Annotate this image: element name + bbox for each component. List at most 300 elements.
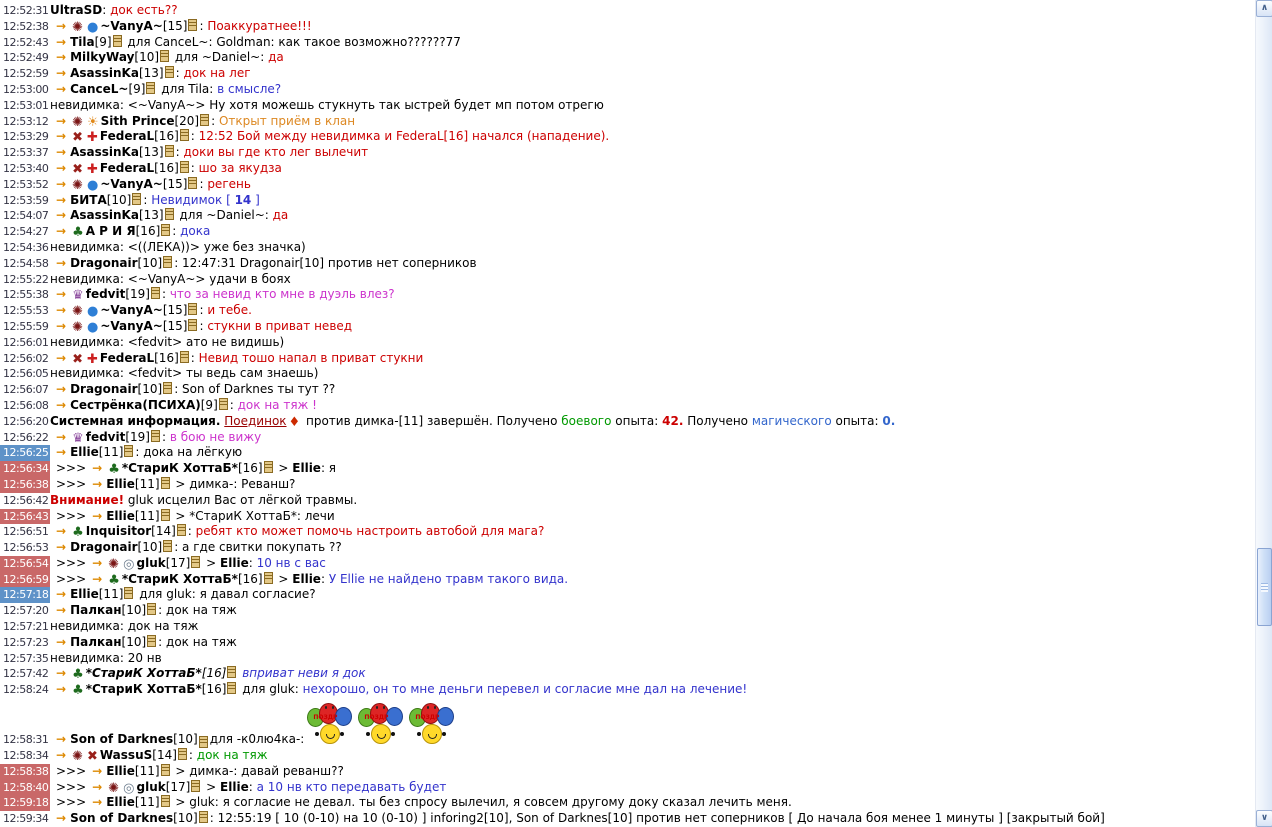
balloon-part <box>315 732 319 736</box>
message-text: 12:55:19 [ 10 (0-10) на 10 (0-10) ] inforing2[10], Son of Darknes[10] против нет соперников [ До начала боя менее 1 минуты ] [закрытый бой] <box>213 811 1105 826</box>
cross-icon: ✚ <box>86 351 98 367</box>
globe-icon: ● <box>86 19 99 35</box>
info-icon[interactable] <box>219 398 228 410</box>
message-text: > димка-: давай реванш?? <box>171 763 344 778</box>
timestamp: 12:57:21 <box>3 620 49 634</box>
balloon-part <box>366 732 370 736</box>
message-text: [13] <box>138 145 164 160</box>
timestamp: 12:56:43 <box>0 509 50 525</box>
timestamp: 12:53:01 <box>3 98 49 112</box>
message-text: что за невид кто мне в дуэль влез? <box>166 287 395 302</box>
chat-line <box>0 603 1255 619</box>
arrow-icon: → <box>92 461 103 476</box>
chat-line <box>0 161 1255 177</box>
arrow-icon: → <box>56 445 67 460</box>
chat-line <box>0 335 1255 351</box>
message-text: 14 <box>234 192 252 207</box>
message-text: невидимка: <~VanyA~> Ну хотя можешь стукнуть так ыстрей будет мп потом отрегю <box>50 97 604 112</box>
chat-line <box>0 319 1255 335</box>
arrow-icon: → <box>56 811 67 826</box>
message-text: [16] <box>154 350 179 365</box>
message-text: для gluk: <box>238 682 299 697</box>
message-text: док на лег <box>179 66 251 81</box>
nickname[interactable]: AsassinKa <box>70 145 139 160</box>
info-icon[interactable] <box>227 666 236 678</box>
info-icon[interactable] <box>165 208 174 220</box>
reply-prefix: >>> <box>56 763 87 778</box>
spider-icon: ✺ <box>72 319 83 335</box>
message-text: > <box>274 571 293 586</box>
spider-icon: ✺ <box>108 556 120 572</box>
reply-prefix: >>> <box>56 779 87 794</box>
chat-line <box>0 82 1255 98</box>
message-text: : <box>158 634 163 649</box>
info-icon[interactable] <box>124 587 133 599</box>
message-text: Внимание! <box>50 492 125 507</box>
nickname[interactable]: fedvit <box>85 287 126 302</box>
info-icon[interactable] <box>180 351 189 363</box>
message-text: невидимка: <~VanyA~> удачи в боях <box>50 271 291 286</box>
timestamp: 12:56:07 <box>3 383 49 397</box>
reply-prefix: >>> <box>56 571 87 586</box>
message-text: [10] <box>134 50 160 65</box>
nickname[interactable]: Ellie <box>292 461 321 476</box>
chat-line <box>0 666 1255 682</box>
nickname[interactable]: FederaL <box>99 129 155 144</box>
message-text: для Tila: <box>157 81 214 96</box>
nickname[interactable]: Son of Darknes <box>70 732 174 747</box>
message-text: для gluk: <box>135 587 196 602</box>
message-text: [14] <box>151 524 176 539</box>
timestamp: 12:56:59 <box>0 572 50 588</box>
message-text: Goldman: как такое возможно??????77 <box>212 34 461 49</box>
timestamp: 12:55:22 <box>3 272 49 286</box>
reply-prefix: >>> <box>56 476 87 491</box>
arrow-icon: → <box>92 555 103 570</box>
message-text: > <box>202 779 221 794</box>
message-text: : <box>161 287 167 302</box>
nickname[interactable]: FederaL <box>99 350 155 365</box>
nickname[interactable]: Ellie <box>70 445 99 460</box>
chat-line <box>0 382 1255 398</box>
info-icon[interactable] <box>161 477 170 489</box>
timestamp: 12:56:20 <box>3 414 49 428</box>
info-icon[interactable] <box>188 177 197 189</box>
nickname[interactable]: Dragonair <box>70 540 138 555</box>
timestamp: 12:57:23 <box>3 635 49 649</box>
balloon-part <box>391 732 395 736</box>
timestamp: 12:56:25 <box>0 445 50 461</box>
message-text: [11] <box>98 587 124 602</box>
nickname[interactable]: БИТА <box>70 192 107 207</box>
message-text: для CanceL~: <box>123 34 213 49</box>
message-text: [10] <box>173 732 198 747</box>
info-icon[interactable] <box>188 303 197 315</box>
chat-line <box>0 272 1255 288</box>
nickname[interactable]: *СтариК ХоттаБ* <box>85 666 202 681</box>
balloons-smiley-icon <box>409 700 455 744</box>
chat-line <box>0 682 1255 698</box>
chat-line <box>0 795 1255 811</box>
scrollbar-thumb[interactable] <box>1257 548 1272 626</box>
nickname[interactable]: WassuS <box>99 748 153 763</box>
chat-line <box>0 414 1255 430</box>
nickname[interactable]: Ellie <box>106 795 135 810</box>
message-text: У Ellie не найдено травм такого вида. <box>325 571 569 586</box>
nickname[interactable]: Ellie <box>106 508 135 523</box>
arrow-icon: → <box>56 224 67 239</box>
timestamp: 12:53:37 <box>3 146 49 160</box>
nickname[interactable]: AsassinKa <box>70 208 139 223</box>
message-text: > димка-: Реванш? <box>171 476 296 491</box>
info-icon[interactable] <box>161 795 170 807</box>
ring-icon: ◎ <box>123 556 135 572</box>
arrow-icon: → <box>56 603 67 618</box>
timestamp: 12:56:01 <box>3 335 49 349</box>
nickname[interactable]: ~VanyA~ <box>100 318 163 333</box>
timestamp: 12:53:29 <box>3 130 49 144</box>
tree-icon: ♣ <box>72 683 84 699</box>
message-text: дока на лёгкую <box>139 445 243 460</box>
chat-line <box>0 145 1255 161</box>
arrow-icon: → <box>92 476 103 491</box>
message-text: для ~Daniel~: <box>171 50 265 65</box>
nickname[interactable]: Ellie <box>292 571 321 586</box>
arrow-icon: → <box>56 732 67 747</box>
tree-icon: ♣ <box>72 525 84 541</box>
timestamp: 12:52:31 <box>3 4 49 17</box>
nickname[interactable]: Ellie <box>106 763 135 778</box>
chat-line <box>0 461 1255 477</box>
message-text: 10 нв с вас <box>252 555 326 570</box>
reply-prefix: >>> <box>56 795 87 810</box>
spider-icon: ✺ <box>72 304 83 320</box>
message-text: шо за якудза <box>194 160 282 175</box>
message-text: [15] <box>162 303 188 318</box>
message-text: : <box>174 255 179 270</box>
arrow-icon: → <box>56 176 67 191</box>
message-text: [13] <box>138 208 164 223</box>
message-text: > *СтариК ХоттаБ*: лечи <box>171 508 335 523</box>
info-icon[interactable] <box>199 811 208 823</box>
timestamp: 12:56:34 <box>0 461 50 477</box>
timestamp: 12:53:00 <box>3 82 49 96</box>
chat-line <box>0 445 1255 461</box>
arrow-icon: → <box>56 66 67 81</box>
timestamp: 12:53:40 <box>3 161 49 175</box>
nickname[interactable]: Inquisitor <box>85 524 152 539</box>
nickname[interactable]: *СтариК ХоттаБ* <box>85 682 202 697</box>
message-text: невидимка: док на тяж <box>50 619 199 634</box>
chat-line <box>0 540 1255 556</box>
info-icon[interactable] <box>200 114 209 126</box>
cross-icon: ✚ <box>86 130 98 146</box>
arrow-icon: → <box>56 682 67 697</box>
info-icon[interactable] <box>113 35 122 47</box>
message-text: дока <box>176 224 211 239</box>
info-icon[interactable] <box>160 50 169 62</box>
info-icon[interactable] <box>180 161 189 173</box>
message-text: [20] <box>174 113 200 128</box>
timestamp: 12:58:38 <box>0 764 50 780</box>
message-text: [16] <box>154 129 179 144</box>
message-text: : <box>158 603 163 618</box>
message-text: для -к0лю4ка-: <box>209 732 305 747</box>
info-icon[interactable] <box>146 82 155 94</box>
info-icon[interactable] <box>188 19 197 31</box>
chat-line <box>0 98 1255 114</box>
arrow-icon: → <box>92 795 103 810</box>
message-text: [16] <box>237 571 263 586</box>
info-icon[interactable] <box>132 193 141 205</box>
arrow-icon: → <box>56 255 67 270</box>
timestamp: 12:56:51 <box>3 525 49 539</box>
reply-prefix: >>> <box>56 508 87 523</box>
timestamp: 12:53:52 <box>3 177 49 191</box>
balloon-part <box>340 732 344 736</box>
ring-icon: ◎ <box>123 780 135 796</box>
chat-line <box>0 764 1255 780</box>
timestamp: 12:57:42 <box>3 667 49 681</box>
nickname[interactable]: Dragonair <box>70 255 138 270</box>
message-text: : <box>175 66 180 81</box>
info-icon[interactable] <box>161 764 170 776</box>
message-text: [10] <box>106 192 132 207</box>
spider-icon: ✺ <box>72 749 83 765</box>
arrow-icon: → <box>56 81 67 96</box>
nickname[interactable]: Dragonair <box>70 382 138 397</box>
message-text: боевого <box>561 413 612 428</box>
message-text: невидимка: <fedvit> ато не видишь) <box>50 334 285 349</box>
message-text: 12:47:31 Dragonair[10] против нет соперников <box>178 255 477 270</box>
message-text: 0. <box>882 413 896 428</box>
message-text: [17] <box>165 555 191 570</box>
flame-icon: ♦ <box>288 414 301 430</box>
info-icon[interactable] <box>178 748 187 760</box>
message-text: : <box>175 145 180 160</box>
message-text: : <box>174 540 179 555</box>
arrow-icon: → <box>56 287 67 302</box>
info-icon[interactable] <box>151 430 160 442</box>
balloon-part <box>442 732 446 736</box>
chat-line <box>0 129 1255 145</box>
info-icon[interactable] <box>227 682 236 694</box>
chat-line <box>0 256 1255 272</box>
timestamp: 12:56:22 <box>3 430 49 444</box>
timestamp: 12:56:42 <box>3 493 49 507</box>
balloon-part <box>437 707 454 726</box>
nickname[interactable]: Палкан <box>70 634 122 649</box>
message-text: опыта: <box>611 413 663 428</box>
arrow-icon: → <box>56 587 67 602</box>
message-text: 42. <box>662 413 684 428</box>
message-text: [10] <box>137 255 163 270</box>
message-text: Открыт приём в клан <box>215 113 356 128</box>
nickname[interactable]: *СтариК ХоттаБ* <box>121 571 238 586</box>
message-text: [11] <box>98 445 124 460</box>
balloons-smiley-icon <box>307 700 353 744</box>
info-icon[interactable] <box>163 540 172 552</box>
message-text: док на тяж <box>192 748 268 763</box>
nickname[interactable]: Ellie <box>220 779 249 794</box>
timestamp: 12:59:34 <box>3 812 49 826</box>
nickname[interactable]: MilkyWay <box>70 50 135 65</box>
arrow-icon: → <box>56 192 67 207</box>
info-icon[interactable] <box>188 319 197 331</box>
crown-icon: ♛ <box>72 288 84 304</box>
info-icon[interactable] <box>124 445 133 457</box>
message-text: [19] <box>125 429 150 444</box>
xflag-icon: ✖ <box>72 130 83 146</box>
message-text: [16] <box>154 160 179 175</box>
arrow-icon: → <box>56 748 67 763</box>
message-text: : <box>199 176 204 191</box>
balloon-part <box>417 732 421 736</box>
message-text: [16] <box>135 224 161 239</box>
info-icon[interactable] <box>191 556 200 568</box>
arrow-icon: → <box>56 524 67 539</box>
nickname[interactable]: ~VanyA~ <box>100 18 163 33</box>
duel-link[interactable]: Поединок <box>224 413 287 428</box>
arrow-icon: → <box>56 350 67 365</box>
spider-icon: ✺ <box>72 19 83 35</box>
info-icon[interactable] <box>163 382 172 394</box>
arrow-icon: → <box>56 113 67 128</box>
timestamp: 12:55:38 <box>3 288 49 302</box>
tree-icon: ♣ <box>72 225 84 241</box>
scroll-down-button[interactable] <box>1256 810 1272 827</box>
xflag-icon: ✖ <box>72 161 83 177</box>
nickname[interactable]: Tila <box>70 34 95 49</box>
info-icon[interactable] <box>161 509 170 521</box>
timestamp: 12:56:02 <box>3 351 49 365</box>
nickname[interactable]: AsassinKa <box>70 66 139 81</box>
message-text: > <box>202 555 221 570</box>
nickname[interactable]: Палкан <box>70 603 122 618</box>
message-text: 12:52 Бой между невидимка и FederaL[16] начался (нападение). <box>194 129 610 144</box>
arrow-icon: → <box>56 129 67 144</box>
nickname[interactable]: *СтариК ХоттаБ* <box>121 461 238 476</box>
reply-prefix: >>> <box>56 461 87 476</box>
message-text: стукни в приват невед <box>203 318 353 333</box>
message-text: [9] <box>94 34 112 49</box>
arrow-icon: → <box>56 208 67 223</box>
cross-icon: ✚ <box>86 161 98 177</box>
info-icon[interactable] <box>151 287 160 299</box>
message-text: а 10 нв кто передавать будет <box>252 779 447 794</box>
info-icon[interactable] <box>177 524 186 536</box>
info-icon[interactable] <box>199 736 208 748</box>
chat-line <box>0 193 1255 209</box>
chevron-down-icon: ∨ <box>1260 813 1269 823</box>
timestamp: 12:57:35 <box>3 651 49 665</box>
nickname[interactable]: ~VanyA~ <box>100 303 163 318</box>
nickname[interactable]: gluk <box>136 779 166 794</box>
nickname[interactable]: Son of Darknes <box>70 811 174 826</box>
message-text: Системная информация. <box>50 413 221 428</box>
nickname[interactable]: Ellie <box>220 555 249 570</box>
arrow-icon: → <box>56 50 67 65</box>
globe-icon: ● <box>86 319 99 335</box>
nickname[interactable]: CanceL~ <box>70 81 129 96</box>
scrollbar[interactable] <box>1255 0 1272 827</box>
arrow-icon: → <box>56 666 67 681</box>
chat-line <box>0 303 1255 319</box>
balloon-part <box>386 707 403 726</box>
chat-line <box>0 509 1255 525</box>
info-icon[interactable] <box>180 129 189 141</box>
chat-line <box>0 35 1255 51</box>
nickname[interactable]: Ellie <box>70 587 99 602</box>
message-text: : <box>199 303 204 318</box>
info-icon[interactable] <box>147 635 156 647</box>
nickname[interactable]: FederaL <box>99 160 155 175</box>
timestamp: 12:54:27 <box>3 225 49 239</box>
info-icon[interactable] <box>161 224 170 236</box>
timestamp: 12:55:53 <box>3 304 49 318</box>
message-text: : <box>135 445 140 460</box>
info-icon[interactable] <box>264 572 273 584</box>
spider-icon: ✺ <box>72 114 83 130</box>
info-icon[interactable] <box>264 461 273 473</box>
arrow-icon: → <box>56 382 67 397</box>
message-text: в бою не вижу <box>166 429 262 444</box>
nickname[interactable]: А Р И Я <box>85 224 136 239</box>
message-text: [10] <box>121 634 147 649</box>
timestamp: 12:52:43 <box>3 35 49 49</box>
message-text: : <box>161 429 167 444</box>
balloon-part: ПОЗДР <box>364 714 389 722</box>
message-text: [17] <box>165 779 191 794</box>
timestamp: 12:58:24 <box>3 683 49 697</box>
xflag-icon: ✖ <box>86 749 98 765</box>
message-text: [16] <box>201 666 227 681</box>
message-text: [9] <box>200 397 218 412</box>
info-icon[interactable] <box>147 603 156 615</box>
message-text: : <box>190 129 195 144</box>
chat-line <box>0 698 1255 748</box>
message-text: для ~Daniel~: <box>175 208 269 223</box>
tree-icon: ♣ <box>108 572 120 588</box>
nickname[interactable]: UltraSD <box>50 3 103 17</box>
arrow-icon: → <box>56 145 67 160</box>
nickname[interactable]: gluk <box>136 555 166 570</box>
info-icon[interactable] <box>165 66 174 78</box>
info-icon[interactable] <box>191 780 200 792</box>
message-text: док на тяж <box>162 603 237 618</box>
message-text: а где свитки покупать ?? <box>178 540 342 555</box>
chat-line <box>0 493 1255 509</box>
nickname[interactable]: Ellie <box>106 476 135 491</box>
nickname[interactable]: Сестрёнка(ПСИХА) <box>70 397 201 412</box>
nickname[interactable]: fedvit <box>85 429 126 444</box>
timestamp: 12:59:18 <box>0 795 50 811</box>
message-text: [15] <box>162 176 188 191</box>
message-text: да <box>264 50 284 65</box>
message-text: : <box>199 18 204 33</box>
message-text: [10] <box>137 540 163 555</box>
tree-icon: ♣ <box>72 667 84 683</box>
nickname[interactable]: ~VanyA~ <box>100 176 163 191</box>
timestamp: 12:56:38 <box>0 477 50 493</box>
chevron-up-icon: ∧ <box>1260 3 1269 13</box>
message-text: опыта: <box>831 413 883 428</box>
info-icon[interactable] <box>163 256 172 268</box>
nickname[interactable]: Sith Prince <box>100 113 175 128</box>
timestamp: 12:56:53 <box>3 541 49 555</box>
scroll-up-button[interactable] <box>1256 0 1272 17</box>
info-icon[interactable] <box>165 145 174 157</box>
